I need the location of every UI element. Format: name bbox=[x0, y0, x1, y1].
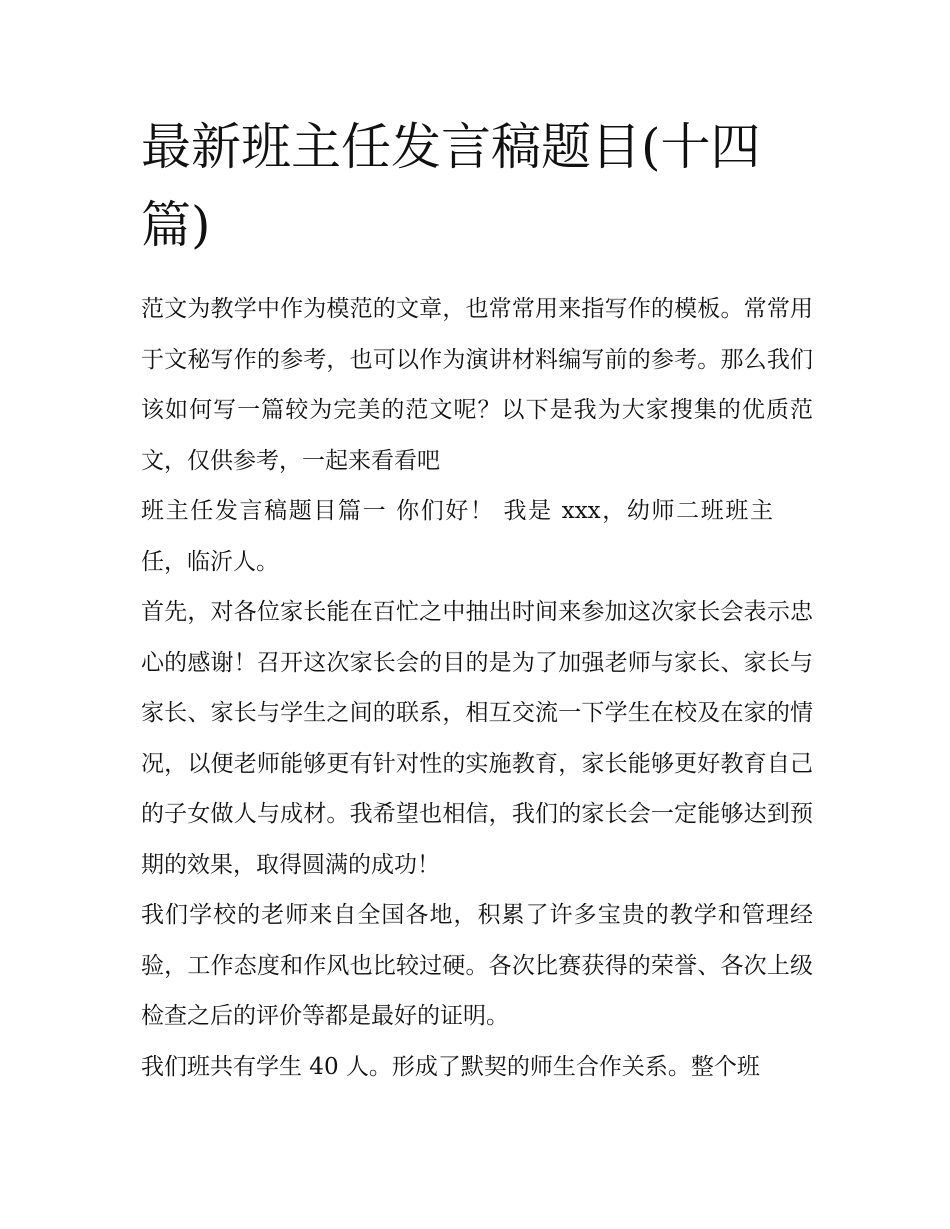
paragraph-greeting: 班主任发言稿题目篇一 你们好！ 我是 xxx，幼师二班班主任，临沂人。 bbox=[141, 498, 773, 575]
paragraph-thanks: 首先，对各位家长能在百忙之中抽出时间来参加这次家长会表示忠心的感谢！召开这次家长会的目的是为了加强老师与家长、家长与家长、家长与学生之间的联系，相互交流一下学生在校及在家的情况，以便老师能够更有针对性的实施教育，家长能够更好教育自己的子女做人与成材。我希望也相信，我们的家长会一定能够达到预期的效果，取得圆满的成功！ bbox=[141, 599, 813, 878]
paragraph-intro: 范文为教学中作为模范的文章，也常常用来指写作的模板。常常用于文秘写作的参考，也可以作为演讲材料编写前的参考。那么我们该如何写一篇较为完美的范文呢？以下是我为大家搜集的优质范文，仅供参考，一起来看看吧 bbox=[141, 296, 813, 474]
document-page bbox=[141, 108, 813, 1092]
paragraph-class: 我们班共有学生 40 人。形成了默契的师生合作关系。整个班 bbox=[141, 1053, 760, 1080]
document-title: 最新班主任发言稿题目(十四篇) bbox=[141, 118, 761, 254]
paragraph-teachers: 我们学校的老师来自全国各地，积累了许多宝贵的教学和管理经验，工作态度和作风也比较过硬。各次比赛获得的荣誉、各次上级检查之后的评价等都是最好的证明。 bbox=[141, 902, 813, 1029]
